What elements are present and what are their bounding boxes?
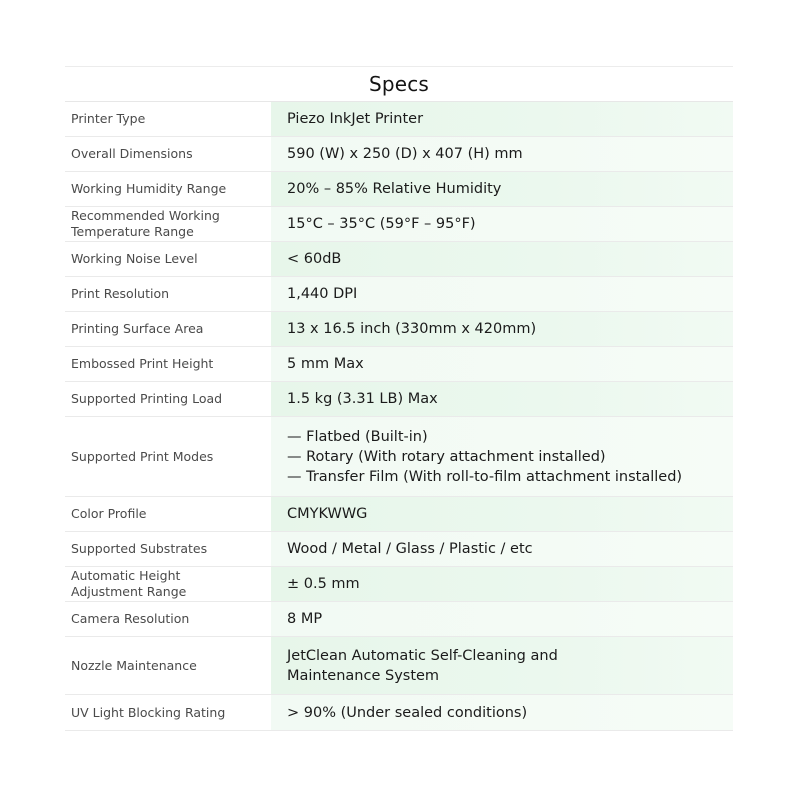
spec-value <box>271 207 733 241</box>
spec-value-line: 15°C – 35°C (59°F – 95°F) <box>287 216 476 232</box>
spec-value <box>271 102 733 136</box>
spec-value <box>271 637 733 694</box>
spec-label <box>65 497 271 531</box>
spec-row <box>65 137 733 172</box>
spec-label-text: Supported Substrates <box>71 541 208 556</box>
spec-label-text: Printer Type <box>71 111 146 126</box>
spec-value-line: 13 x 16.5 inch (330mm x 420mm) <box>287 321 537 337</box>
spec-label-text: Camera Resolution <box>71 611 190 626</box>
spec-label <box>65 695 271 730</box>
spec-row <box>65 277 733 312</box>
spec-value-line: Piezo InkJet Printer <box>287 111 424 127</box>
spec-label-text: UV Light Blocking Rating <box>71 704 226 720</box>
spec-label-text: Color Profile <box>71 506 147 521</box>
spec-label-text: Nozzle Maintenance <box>71 657 197 673</box>
spec-label <box>65 567 271 601</box>
spec-label-text: Overall Dimensions <box>71 146 193 161</box>
spec-row <box>65 242 733 277</box>
spec-value-line: 1.5 kg (3.31 LB) Max <box>287 391 438 407</box>
spec-label <box>65 242 271 276</box>
spec-value-line: 20% – 85% Relative Humidity <box>287 181 502 197</box>
spec-label <box>65 417 271 496</box>
spec-value-line: — Transfer Film (With roll-to-film attachment installed) <box>287 468 683 485</box>
spec-value-line: 590 (W) x 250 (D) x 407 (H) mm <box>287 146 523 162</box>
spec-label-text: Print Resolution <box>71 286 170 301</box>
spec-label <box>65 532 271 566</box>
spec-label-text: Automatic Height Adjustment Range <box>71 568 187 599</box>
spec-row <box>65 172 733 207</box>
spec-row <box>65 567 733 602</box>
spec-value-line: CMYKWWG <box>287 506 368 522</box>
spec-row <box>65 417 733 497</box>
spec-row <box>65 532 733 567</box>
spec-value-line: 1,440 DPI <box>287 286 358 302</box>
spec-row <box>65 312 733 347</box>
spec-value-line: — Flatbed (Built-in) <box>287 428 428 445</box>
spec-value-line: ± 0.5 mm <box>287 576 360 592</box>
spec-value-line: — Rotary (With rotary attachment installed) <box>287 448 606 465</box>
spec-value <box>271 382 733 416</box>
spec-label <box>65 312 271 346</box>
spec-label-text: Working Humidity Range <box>71 181 227 196</box>
spec-value <box>271 137 733 171</box>
spec-row <box>65 497 733 532</box>
spec-label <box>65 277 271 311</box>
spec-label <box>65 382 271 416</box>
spec-row <box>65 602 733 637</box>
spec-label <box>65 602 271 636</box>
spec-value <box>271 277 733 311</box>
spec-label <box>65 172 271 206</box>
spec-label-text: Recommended Working Temperature Range <box>71 208 220 239</box>
spec-label-text: Printing Surface Area <box>71 321 204 336</box>
spec-row <box>65 102 733 137</box>
specs-title: Specs <box>368 72 430 96</box>
spec-value-line: < 60dB <box>287 251 342 267</box>
spec-value-line: > 90% (Under sealed conditions) <box>287 704 528 721</box>
spec-value-line: Wood / Metal / Glass / Plastic / etc <box>287 541 533 557</box>
spec-value <box>271 602 733 636</box>
title-row <box>65 66 733 102</box>
spec-label <box>65 207 271 241</box>
specs-card <box>65 66 733 731</box>
spec-label <box>65 137 271 171</box>
spec-row <box>65 382 733 417</box>
spec-value <box>271 695 733 730</box>
spec-value <box>271 347 733 381</box>
spec-value <box>271 312 733 346</box>
spec-value <box>271 242 733 276</box>
spec-row <box>65 695 733 731</box>
spec-row <box>65 207 733 242</box>
spec-label-text: Supported Printing Load <box>71 391 223 406</box>
spec-value-line: JetClean Automatic Self-Cleaning and <box>287 647 558 664</box>
spec-label <box>65 347 271 381</box>
spec-value-line: 5 mm Max <box>287 356 364 372</box>
spec-label <box>65 102 271 136</box>
spec-value <box>271 497 733 531</box>
spec-value-line: Maintenance System <box>287 667 440 684</box>
spec-row <box>65 637 733 695</box>
spec-value-line: 8 MP <box>287 611 323 627</box>
spec-label <box>65 637 271 694</box>
spec-value <box>271 532 733 566</box>
spec-label-text: Supported Print Modes <box>71 448 214 464</box>
spec-table <box>65 102 733 731</box>
spec-value <box>271 567 733 601</box>
spec-label-text: Embossed Print Height <box>71 356 214 371</box>
spec-row <box>65 347 733 382</box>
spec-label-text: Working Noise Level <box>71 251 198 266</box>
spec-value <box>271 172 733 206</box>
spec-value <box>271 417 733 496</box>
